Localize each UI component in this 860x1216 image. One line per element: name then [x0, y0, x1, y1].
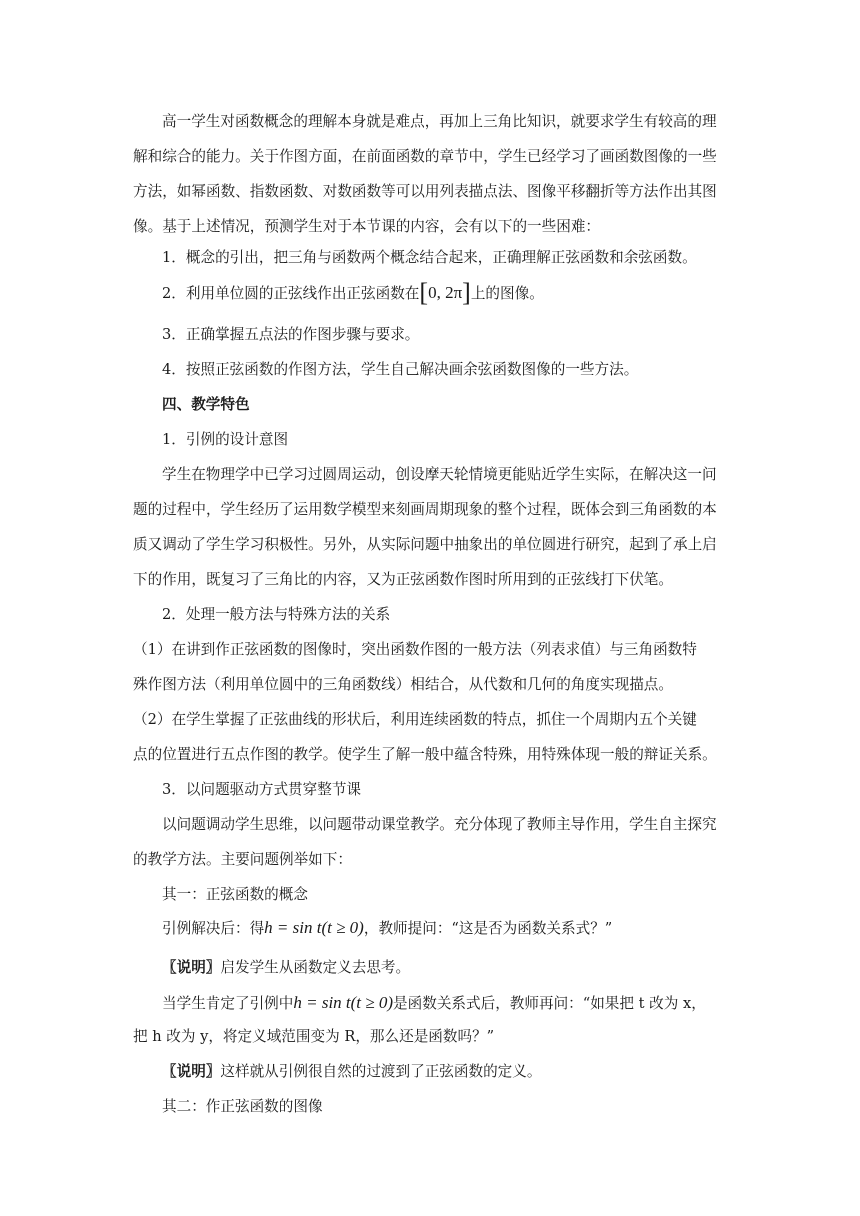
subsection-title: 3．以问题驱动方式贯穿整节课 [162, 781, 362, 798]
paragraph-line: 以问题调动学生思维，以问题带动课堂教学。充分体现了教师主导作用，学生自主探究 [162, 816, 717, 833]
paragraph-line: 解和综合的能力。关于作图方面，在前面函数的章节中，学生已经学习了画函数图像的一些 [133, 148, 717, 165]
paragraph-line: 像。基于上述情况，预测学生对于本节课的内容，会有以下的一些困难： [133, 218, 601, 235]
difficulty-2-text: 2．利用单位圆的正弦线作出正弦函数在 [162, 285, 420, 302]
note-line [162, 1062, 541, 1082]
section-heading: 四、教学特色 [162, 396, 250, 413]
question-title: 其一：正弦函数的概念 [162, 886, 308, 903]
note-text: 启发学生从函数定义去思考。 [220, 959, 411, 976]
text-segment: 是函数关系式后，教师再问：“如果把 t 改为 x， [393, 995, 706, 1012]
paragraph-line: 把 h 改为 y，将定义域范围变为 R，那么还是函数吗？” [133, 1028, 495, 1045]
difficulty-item-4: 4．按照正弦函数的作图方法，学生自己解决画余弦函数图像的一些方法。 [162, 361, 639, 378]
text-segment: 当学生肯定了引例中 [162, 995, 294, 1012]
formula: h = sin t(t ≥ 0) [264, 918, 364, 937]
paragraph-line [162, 918, 612, 939]
paragraph-line: 殊作图方法（利用单位圆中的三角函数线）相结合，从代数和几何的角度实现描点。 [133, 676, 673, 693]
paragraph-line: （1）在讲到作正弦函数的图像时，突出函数作图的一般方法（列表求值）与三角函数特 [133, 641, 697, 658]
paragraph-line: 方法，如幂函数、指数函数、对数函数等可以用列表描点法、图像平移翻折等方法作出其图 [133, 183, 717, 200]
paragraph-line [162, 993, 706, 1014]
difficulty-item-2 [162, 278, 544, 307]
note-label: 〖说明〗 [162, 959, 221, 976]
note-line [162, 958, 410, 978]
difficulty-2-text-end: 上的图像。 [470, 285, 544, 302]
text-segment: 引例解决后：得 [162, 920, 265, 937]
question-title: 其二：作正弦函数的图像 [162, 1098, 323, 1115]
paragraph-line: （2）在学生掌握了正弦曲线的形状后，利用连续函数的特点，抓住一个周期内五个关键 [133, 711, 697, 728]
difficulty-item-3: 3．正确掌握五点法的作图步骤与要求。 [162, 326, 420, 343]
text-segment: ，教师提问：“这是否为函数关系式？” [363, 920, 613, 937]
paragraph-line: 学生在物理学中已学习过圆周运动，创设摩天轮情境更能贴近学生实际，在解决这一问 [162, 466, 717, 483]
note-label: 〖说明〗 [162, 1063, 221, 1080]
subsection-title: 2．处理一般方法与特殊方法的关系 [162, 606, 391, 623]
interval-close-bracket: ] [462, 278, 471, 307]
note-text: 这样就从引例很自然的过渡到了正弦函数的定义。 [220, 1063, 542, 1080]
paragraph-line: 的教学方法。主要问题例举如下： [133, 851, 352, 868]
formula: h = sin t(t ≥ 0) [293, 993, 394, 1012]
difficulty-item-1: 1．概念的引出，把三角与函数两个概念结合起来，正确理解正弦函数和余弦函数。 [162, 249, 697, 266]
paragraph-line: 点的位置进行五点作图的教学。使学生了解一般中蕴含特殊，用特殊体现一般的辩证关系。 [133, 746, 717, 763]
paragraph-line: 质又调动了学生学习积极性。另外，从实际问题中抽象出的单位圆进行研究，起到了承上启 [133, 536, 717, 553]
paragraph-line: 题的过程中，学生经历了运用数学模型来刻画周期现象的整个过程，既体会到三角函数的本 [133, 501, 717, 518]
interval-open-bracket: [ [419, 278, 429, 307]
paragraph-line: 下的作用，既复习了三角比的内容，又为正弦函数作图时所用到的正弦线打下伏笔。 [133, 571, 673, 588]
paragraph-line: 高一学生对函数概念的理解本身就是难点，再加上三角比知识，就要求学生有较高的理 [162, 113, 717, 130]
subsection-title: 1．引例的设计意图 [162, 431, 289, 448]
interval-value: 0, 2π [428, 283, 463, 302]
